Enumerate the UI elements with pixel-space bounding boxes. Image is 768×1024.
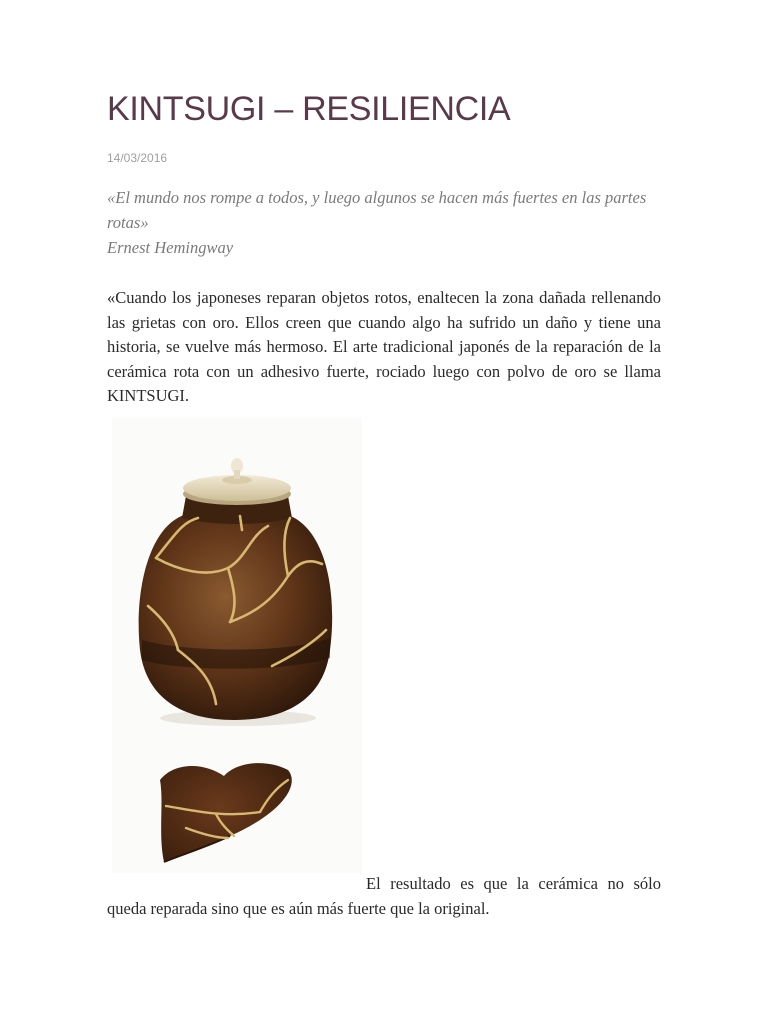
quote-text: «El mundo nos rompe a todos, y luego algunos se hacen más fuertes en las partes rotas» [107, 188, 647, 232]
body-paragraph-1: «Cuando los japoneses reparan objetos rotos, enaltecen la zona dañada rellenando las grietas con oro. Ellos creen que cuando algo ha sufrido un daño y tiene una historia, se vuelve más hermoso. El arte tradicional japonés de la reparación de la cerámica rota con un adhesivo fuerte, rociado luego con polvo de oro se llama KINTSUGI. [107, 288, 661, 405]
kintsugi-image [112, 418, 362, 873]
epigraph-quote [107, 185, 663, 260]
kintsugi-jar-illustration [112, 418, 362, 873]
article-title: KINTSUGI – RESILIENCIA [107, 90, 511, 128]
article-date: 14/03/2016 [107, 151, 168, 165]
quote-author: Ernest Hemingway [107, 238, 234, 257]
body-paragraph-2: El resultado es que la cerámica no sólo queda reparada sino que es aún más fuerte que la original. [107, 874, 661, 918]
